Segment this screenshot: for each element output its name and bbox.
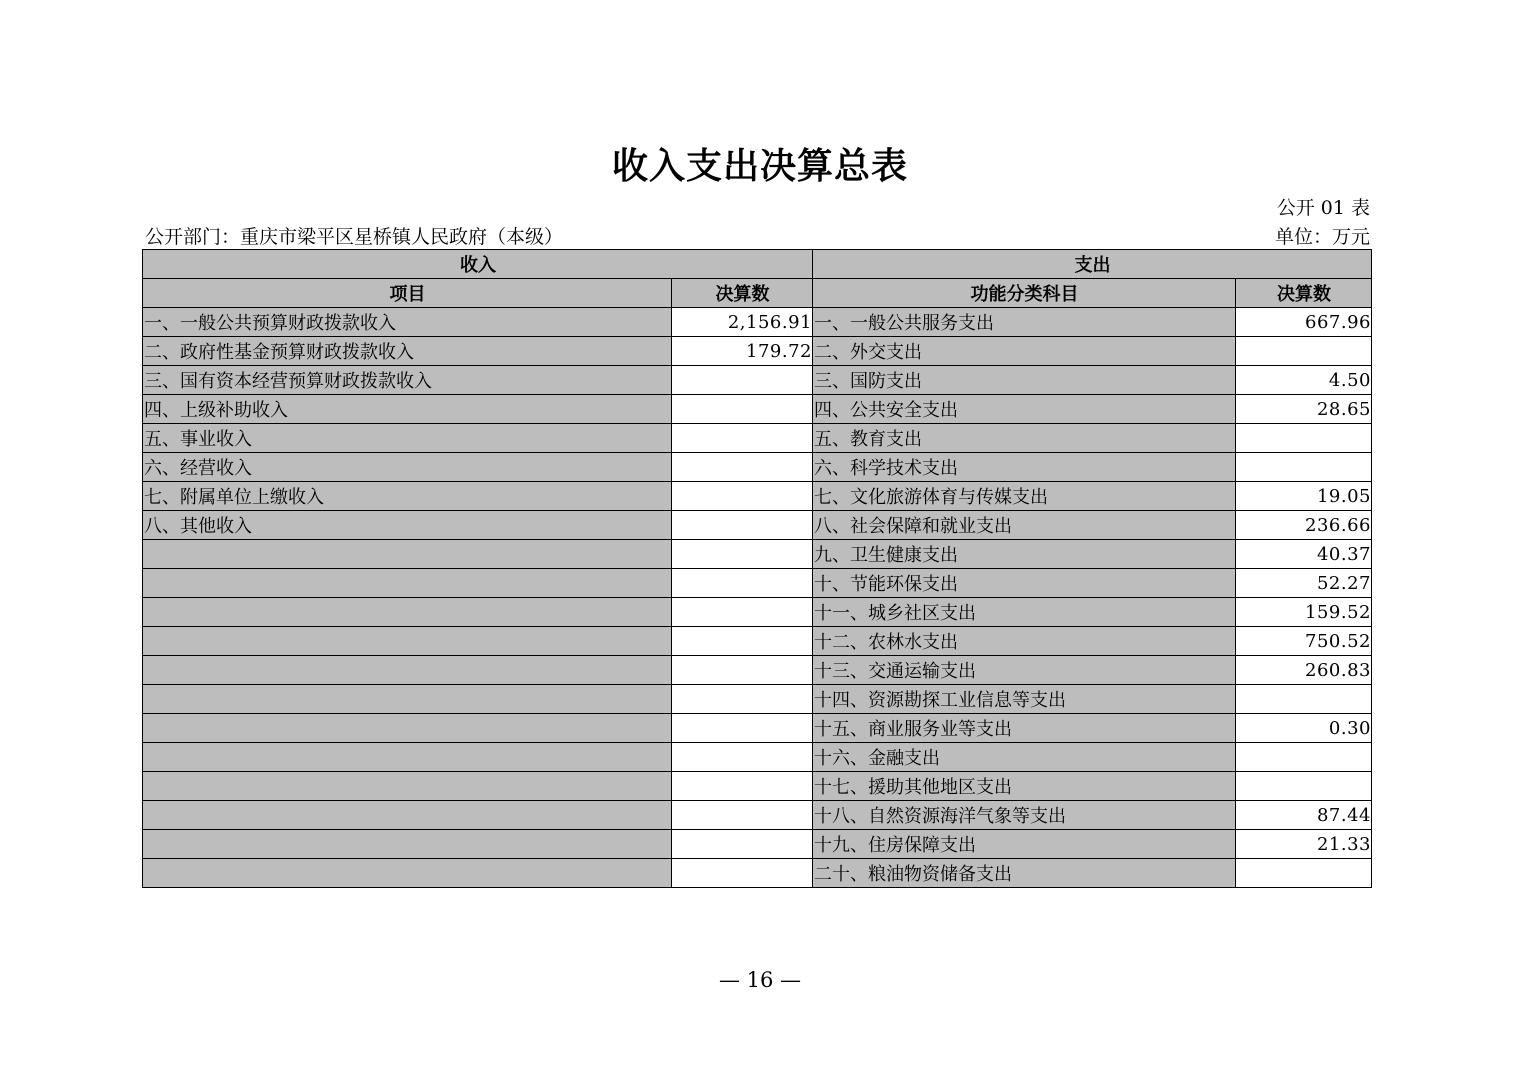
income-item-cell: 二、政府性基金预算财政拨款收入 [143,337,672,366]
table-row [143,685,1372,714]
income-amount-cell [672,830,813,859]
expense-item-cell: 十九、住房保障支出 [813,830,1236,859]
income-amount-cell [672,743,813,772]
table-group-header-row [143,250,1372,279]
income-group-header: 收入 [143,250,813,279]
expense-item-cell: 二十、粮油物资储备支出 [813,859,1236,888]
table-row [143,424,1372,453]
expense-amount-header: 决算数 [1236,279,1372,308]
table-row [143,714,1372,743]
income-amount-cell [672,685,813,714]
income-item-cell [143,772,672,801]
income-item-cell [143,714,672,743]
expense-amount-cell [1236,743,1372,772]
expense-amount-cell: 159.52 [1236,598,1372,627]
expense-item-cell: 十一、城乡社区支出 [813,598,1236,627]
income-amount-cell: 2,156.91 [672,308,813,337]
table-body [143,308,1372,888]
table-row [143,308,1372,337]
expense-item-cell: 十四、资源勘探工业信息等支出 [813,685,1236,714]
income-item-header: 项目 [143,279,672,308]
expense-amount-cell: 87.44 [1236,801,1372,830]
expense-item-header: 功能分类科目 [813,279,1236,308]
income-item-cell: 四、上级补助收入 [143,395,672,424]
income-amount-header: 决算数 [672,279,813,308]
income-item-cell [143,801,672,830]
expense-item-cell: 九、卫生健康支出 [813,540,1236,569]
income-item-cell: 一、一般公共预算财政拨款收入 [143,308,672,337]
income-amount-cell [672,714,813,743]
expense-item-cell: 十二、农林水支出 [813,627,1236,656]
income-item-cell [143,830,672,859]
page-title: 收入支出决算总表 [611,146,908,187]
income-item-cell: 五、事业收入 [143,424,672,453]
expense-item-cell: 一、一般公共服务支出 [813,308,1236,337]
table-row [143,801,1372,830]
income-amount-cell [672,540,813,569]
income-expense-table [142,249,1372,888]
expense-item-cell: 二、外交支出 [813,337,1236,366]
income-amount-cell [672,424,813,453]
expense-amount-cell: 28.65 [1236,395,1372,424]
income-item-cell: 三、国有资本经营预算财政拨款收入 [143,366,672,395]
form-number: 公开 01 表 [1276,197,1370,219]
expense-amount-cell [1236,685,1372,714]
table-row [143,366,1372,395]
income-amount-cell [672,859,813,888]
table-row [143,743,1372,772]
table-row [143,511,1372,540]
expense-item-cell: 三、国防支出 [813,366,1236,395]
income-amount-cell [672,569,813,598]
expense-item-cell: 七、文化旅游体育与传媒支出 [813,482,1236,511]
table-column-header-row [143,279,1372,308]
income-item-cell [143,656,672,685]
expense-amount-cell: 260.83 [1236,656,1372,685]
expense-amount-cell [1236,424,1372,453]
expense-amount-cell: 21.33 [1236,830,1372,859]
income-item-cell: 六、经营收入 [143,453,672,482]
department-label: 公开部门：重庆市梁平区星桥镇人民政府（本级） [145,226,564,248]
income-item-cell [143,598,672,627]
income-item-cell [143,743,672,772]
income-amount-cell [672,772,813,801]
expense-amount-cell [1236,453,1372,482]
expense-item-cell: 四、公共安全支出 [813,395,1236,424]
expense-item-cell: 十八、自然资源海洋气象等支出 [813,801,1236,830]
expense-item-cell: 十、节能环保支出 [813,569,1236,598]
table-row [143,337,1372,366]
income-amount-cell [672,395,813,424]
table-row [143,830,1372,859]
income-amount-cell [672,366,813,395]
income-amount-cell [672,656,813,685]
unit-label: 单位：万元 [1274,226,1370,248]
expense-item-cell: 八、社会保障和就业支出 [813,511,1236,540]
page-number: — 16 — [718,968,802,992]
expense-item-cell: 十六、金融支出 [813,743,1236,772]
income-item-cell: 七、附属单位上缴收入 [143,482,672,511]
income-amount-cell [672,482,813,511]
expense-amount-cell: 4.50 [1236,366,1372,395]
expense-amount-cell [1236,859,1372,888]
table-row [143,453,1372,482]
expense-item-cell: 十三、交通运输支出 [813,656,1236,685]
income-amount-cell [672,598,813,627]
income-amount-cell [672,627,813,656]
expense-amount-cell: 52.27 [1236,569,1372,598]
table-row [143,772,1372,801]
expense-item-cell: 六、科学技术支出 [813,453,1236,482]
table-row [143,569,1372,598]
expense-item-cell: 五、教育支出 [813,424,1236,453]
table-row [143,598,1372,627]
table-row [143,395,1372,424]
expense-amount-cell: 667.96 [1236,308,1372,337]
expense-group-header: 支出 [813,250,1372,279]
expense-item-cell: 十七、援助其他地区支出 [813,772,1236,801]
expense-amount-cell [1236,772,1372,801]
income-item-cell [143,540,672,569]
table-row [143,859,1372,888]
income-amount-cell [672,801,813,830]
table-row [143,540,1372,569]
income-item-cell [143,685,672,714]
income-item-cell: 八、其他收入 [143,511,672,540]
income-item-cell [143,627,672,656]
table-row [143,627,1372,656]
income-item-cell [143,569,672,598]
expense-amount-cell: 236.66 [1236,511,1372,540]
expense-amount-cell: 40.37 [1236,540,1372,569]
table-row [143,656,1372,685]
expense-amount-cell: 19.05 [1236,482,1372,511]
income-amount-cell: 179.72 [672,337,813,366]
expense-amount-cell [1236,337,1372,366]
income-amount-cell [672,453,813,482]
expense-item-cell: 十五、商业服务业等支出 [813,714,1236,743]
expense-amount-cell: 750.52 [1236,627,1372,656]
income-item-cell [143,859,672,888]
table-row [143,482,1372,511]
expense-amount-cell: 0.30 [1236,714,1372,743]
income-amount-cell [672,511,813,540]
